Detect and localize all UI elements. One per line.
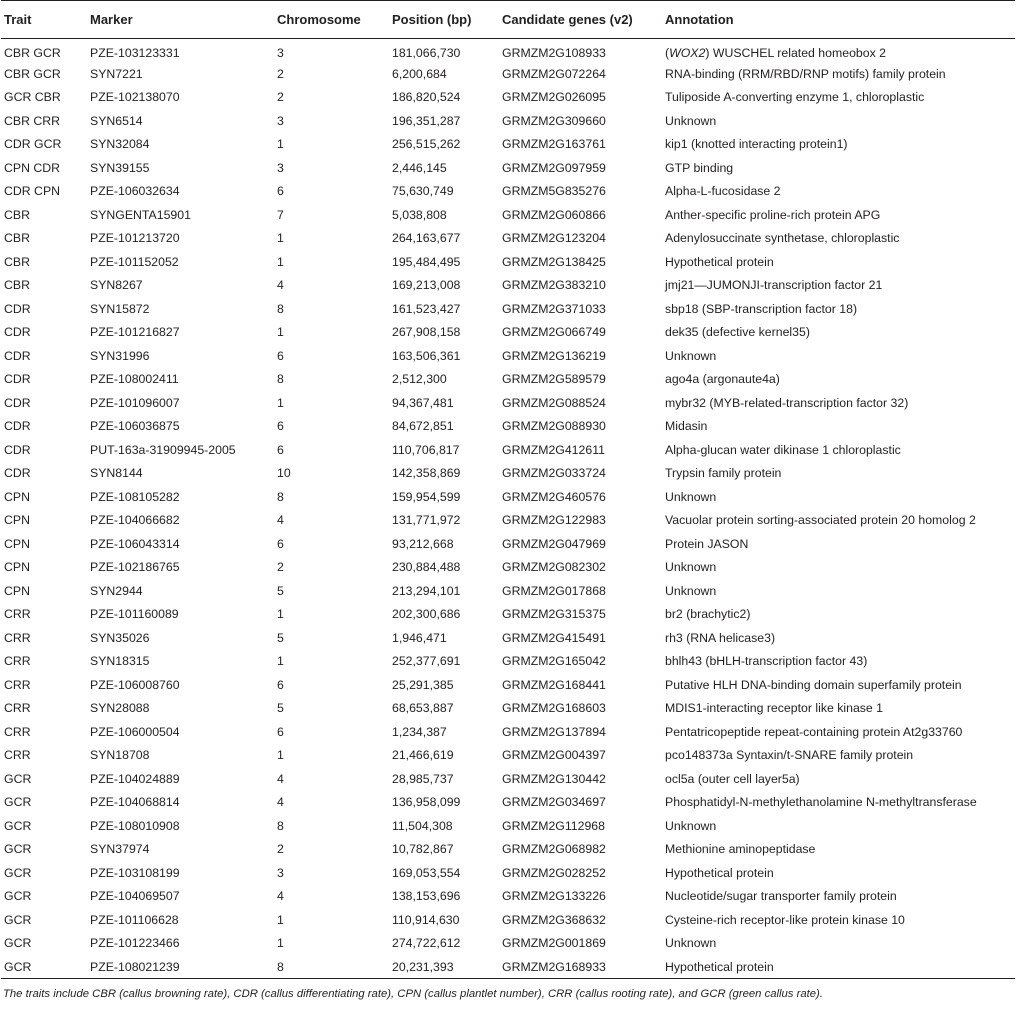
cell-position: 5,038,808 — [392, 207, 447, 222]
table-row — [1, 767, 1015, 791]
table-row — [1, 579, 1015, 603]
cell-trait: CDR — [4, 395, 31, 410]
cell-chromosome: 1 — [277, 254, 284, 269]
cell-chromosome: 2 — [277, 66, 284, 81]
cell-annotation: RNA-binding (RRM/RBD/RNP motifs) family protein — [665, 66, 946, 81]
cell-marker: SYN37974 — [90, 842, 150, 857]
cell-trait: GCR — [4, 889, 32, 904]
cell-annotation: Unknown — [665, 560, 717, 575]
table-row — [1, 227, 1015, 251]
cell-candidate-gene: GRMZM2G004397 — [502, 748, 606, 763]
cell-position: 202,300,686 — [392, 607, 461, 622]
cell-chromosome: 1 — [277, 936, 284, 951]
cell-position: 84,672,851 — [392, 419, 454, 434]
cell-annotation: Hypothetical protein — [665, 959, 774, 974]
table-row — [1, 415, 1015, 439]
cell-candidate-gene: GRMZM2G088524 — [502, 395, 606, 410]
cell-trait: CRR — [4, 654, 31, 669]
cell-trait: CBR — [4, 278, 30, 293]
cell-chromosome: 5 — [277, 630, 284, 645]
cell-annotation: Unknown — [665, 348, 717, 363]
cell-annotation: Unknown — [665, 936, 717, 951]
cell-chromosome: 3 — [277, 45, 284, 60]
cell-marker: PZE-103123331 — [90, 45, 180, 60]
cell-annotation: Alpha-glucan water dikinase 1 chloroplastic — [665, 442, 901, 457]
cell-trait: CRR — [4, 748, 31, 763]
cell-trait: CDR CPN — [4, 184, 61, 199]
cell-position: 267,908,158 — [392, 325, 461, 340]
cell-chromosome: 6 — [277, 419, 284, 434]
table-row — [1, 485, 1015, 509]
cell-chromosome: 8 — [277, 818, 284, 833]
cell-candidate-gene: GRMZM2G138425 — [502, 254, 606, 269]
cell-candidate-gene: GRMZM2G066749 — [502, 325, 606, 340]
cell-marker: PZE-104024889 — [90, 771, 180, 786]
cell-trait: GCR — [4, 959, 32, 974]
cell-trait: CBR — [4, 207, 30, 222]
cell-position: 230,884,488 — [392, 560, 461, 575]
cell-candidate-gene: GRMZM2G088930 — [502, 419, 606, 434]
cell-candidate-gene: GRMZM2G026095 — [502, 90, 606, 105]
table-row — [1, 838, 1015, 862]
cell-marker: PZE-106043314 — [90, 536, 180, 551]
cell-position: 1,234,387 — [392, 724, 447, 739]
cell-position: 110,706,817 — [392, 442, 460, 457]
table-row — [1, 744, 1015, 768]
cell-candidate-gene: GRMZM2G033724 — [502, 466, 606, 481]
cell-marker: PZE-103108199 — [90, 865, 180, 880]
column-header-chromosome: Chromosome — [277, 12, 361, 27]
cell-position: 252,377,691 — [392, 654, 461, 669]
cell-trait: GCR — [4, 795, 32, 810]
table-row — [1, 462, 1015, 486]
cell-annotation: Unknown — [665, 818, 717, 833]
cell-marker: SYN7221 — [90, 66, 143, 81]
cell-candidate-gene: GRMZM2G047969 — [502, 536, 606, 551]
cell-chromosome: 2 — [277, 842, 284, 857]
gene-symbol-italic: WOX2 — [669, 45, 706, 60]
cell-annotation: Cysteine-rich receptor-like protein kinase 10 — [665, 912, 905, 927]
candidate-genes-table — [1, 0, 1015, 979]
cell-position: 68,653,887 — [392, 701, 454, 716]
cell-marker: SYN32084 — [90, 137, 150, 152]
cell-trait: GCR CBR — [4, 90, 61, 105]
cell-position: 169,213,008 — [392, 278, 461, 293]
cell-marker: PZE-101213720 — [90, 231, 180, 246]
cell-marker: SYN28088 — [90, 701, 150, 716]
cell-marker: PZE-101223466 — [90, 936, 180, 951]
table-row — [1, 86, 1015, 110]
cell-candidate-gene: GRMZM2G368632 — [502, 912, 606, 927]
cell-marker: PZE-106000504 — [90, 724, 180, 739]
cell-marker: PZE-108002411 — [90, 372, 179, 387]
cell-candidate-gene: GRMZM2G082302 — [502, 560, 606, 575]
table-row — [1, 509, 1015, 533]
cell-trait: CPN — [4, 513, 30, 528]
cell-marker: PZE-101106628 — [90, 912, 179, 927]
cell-marker: PZE-102186765 — [90, 560, 180, 575]
cell-position: 163,506,361 — [392, 348, 461, 363]
cell-candidate-gene: GRMZM2G415491 — [502, 630, 606, 645]
cell-trait: CDR — [4, 372, 31, 387]
cell-chromosome: 5 — [277, 583, 284, 598]
cell-chromosome: 7 — [277, 207, 284, 222]
cell-annotation: GTP binding — [665, 160, 734, 175]
cell-trait: CBR CRR — [4, 113, 61, 128]
cell-chromosome: 1 — [277, 231, 284, 246]
cell-trait: CBR — [4, 254, 30, 269]
cell-annotation: kip1 (knotted interacting protein1) — [665, 137, 848, 152]
cell-trait: CRR — [4, 630, 31, 645]
cell-marker: PZE-104068814 — [90, 795, 180, 810]
table-row — [1, 156, 1015, 180]
cell-marker: PZE-101096007 — [90, 395, 180, 410]
cell-position: 6,200,684 — [392, 66, 447, 81]
table-row — [1, 297, 1015, 321]
table-row — [1, 908, 1015, 932]
table-row — [1, 673, 1015, 697]
cell-marker: PZE-108010908 — [90, 818, 180, 833]
cell-position: 186,820,524 — [392, 90, 461, 105]
cell-chromosome: 4 — [277, 771, 284, 786]
cell-annotation: Phosphatidyl-N-methylethanolamine N-methyltransferase — [665, 795, 977, 810]
cell-marker: PZE-106036875 — [90, 419, 180, 434]
cell-chromosome: 3 — [277, 160, 284, 175]
cell-chromosome: 1 — [277, 137, 284, 152]
cell-trait: GCR — [4, 865, 32, 880]
cell-trait: CBR GCR — [4, 45, 61, 60]
cell-position: 131,771,972 — [392, 513, 461, 528]
cell-position: 181,066,730 — [392, 45, 461, 60]
cell-marker: PUT-163a-31909945-2005 — [90, 442, 236, 457]
cell-annotation: Alpha-L-fucosidase 2 — [665, 184, 781, 199]
cell-candidate-gene: GRMZM2G371033 — [502, 301, 606, 316]
cell-annotation: Hypothetical protein — [665, 254, 774, 269]
table-row — [1, 556, 1015, 580]
table-row — [1, 250, 1015, 274]
cell-candidate-gene: GRMZM2G097959 — [502, 160, 606, 175]
cell-position: 142,358,869 — [392, 466, 461, 481]
cell-annotation: br2 (brachytic2) — [665, 607, 751, 622]
cell-position: 2,446,145 — [392, 160, 447, 175]
table-row — [1, 203, 1015, 227]
cell-candidate-gene: GRMZM2G130442 — [502, 771, 606, 786]
cell-trait: CBR GCR — [4, 66, 61, 81]
table-row — [1, 932, 1015, 956]
column-header-marker: Marker — [90, 12, 133, 27]
cell-candidate-gene: GRMZM2G122983 — [502, 513, 606, 528]
cell-trait: CDR — [4, 442, 31, 457]
cell-marker: PZE-101152052 — [90, 254, 179, 269]
cell-candidate-gene: GRMZM2G163761 — [502, 137, 606, 152]
cell-trait: GCR — [4, 936, 32, 951]
cell-trait: GCR — [4, 771, 32, 786]
cell-chromosome: 6 — [277, 536, 284, 551]
cell-position: 20,231,393 — [392, 959, 454, 974]
cell-candidate-gene: GRMZM2G060866 — [502, 207, 606, 222]
table-row — [1, 885, 1015, 909]
column-header-candidate-gene: Candidate genes (v2) — [502, 12, 633, 27]
cell-chromosome: 4 — [277, 513, 284, 528]
cell-candidate-gene: GRMZM2G589579 — [502, 372, 606, 387]
cell-chromosome: 2 — [277, 90, 284, 105]
cell-chromosome: 3 — [277, 113, 284, 128]
cell-marker: SYN8144 — [90, 466, 143, 481]
table-row — [1, 697, 1015, 721]
cell-trait: CPN — [4, 536, 30, 551]
cell-trait: CDR — [4, 325, 31, 340]
cell-candidate-gene: GRMZM2G133226 — [502, 889, 606, 904]
cell-chromosome: 2 — [277, 560, 284, 575]
cell-annotation: Protein JASON — [665, 536, 749, 551]
cell-candidate-gene: GRMZM2G168603 — [502, 701, 606, 716]
cell-chromosome: 10 — [277, 466, 291, 481]
cell-annotation: rh3 (RNA helicase3) — [665, 630, 776, 645]
cell-marker: SYN31996 — [90, 348, 150, 363]
cell-candidate-gene: GRMZM2G017868 — [502, 583, 606, 598]
cell-annotation: (WOX2) WUSCHEL related homeobox 2 — [665, 45, 886, 60]
cell-trait: CPN — [4, 560, 30, 575]
cell-annotation: Putative HLH DNA-binding domain superfamily protein — [665, 677, 962, 692]
cell-candidate-gene: GRMZM2G309660 — [502, 113, 606, 128]
cell-chromosome: 4 — [277, 278, 284, 293]
cell-marker: PZE-108021239 — [90, 959, 180, 974]
cell-marker: SYN2944 — [90, 583, 143, 598]
table-row — [1, 626, 1015, 650]
cell-trait: CRR — [4, 677, 31, 692]
cell-marker: SYN35026 — [90, 630, 150, 645]
cell-candidate-gene: GRMZM2G108933 — [502, 45, 606, 60]
cell-chromosome: 8 — [277, 959, 284, 974]
cell-position: 10,782,867 — [392, 842, 454, 857]
cell-chromosome: 6 — [277, 442, 284, 457]
cell-chromosome: 1 — [277, 654, 284, 669]
cell-chromosome: 5 — [277, 701, 284, 716]
cell-marker: SYN8267 — [90, 278, 143, 293]
cell-annotation: Nucleotide/sugar transporter family protein — [665, 889, 897, 904]
cell-candidate-gene: GRMZM2G112968 — [502, 818, 605, 833]
cell-trait: GCR — [4, 842, 32, 857]
cell-marker: SYN18315 — [90, 654, 150, 669]
cell-candidate-gene: GRMZM2G123204 — [502, 231, 606, 246]
cell-annotation: bhlh43 (bHLH-transcription factor 43) — [665, 654, 868, 669]
table-row — [1, 603, 1015, 627]
cell-marker: SYNGENTA15901 — [90, 207, 191, 222]
cell-trait: CPN CDR — [4, 160, 61, 175]
cell-marker: PZE-102138070 — [90, 90, 180, 105]
cell-position: 94,367,481 — [392, 395, 454, 410]
cell-position: 169,053,554 — [392, 865, 461, 880]
cell-position: 274,722,612 — [392, 936, 461, 951]
cell-position: 1,946,471 — [392, 630, 447, 645]
cell-position: 196,351,287 — [392, 113, 461, 128]
cell-marker: PZE-104066682 — [90, 513, 180, 528]
cell-trait: GCR — [4, 818, 32, 833]
table-header — [1, 1, 1015, 39]
cell-annotation: jmj21—JUMONJI-transcription factor 21 — [665, 278, 883, 293]
cell-annotation: Anther-specific proline-rich protein APG — [665, 207, 881, 222]
cell-annotation: MDIS1-interacting receptor like kinase 1 — [665, 701, 884, 716]
cell-position: 161,523,427 — [392, 301, 461, 316]
cell-chromosome: 1 — [277, 325, 284, 340]
cell-annotation: Midasin — [665, 419, 708, 434]
cell-marker: PZE-106032634 — [90, 184, 180, 199]
cell-position: 256,515,262 — [392, 137, 461, 152]
cell-chromosome: 4 — [277, 889, 284, 904]
cell-trait: CPN — [4, 583, 30, 598]
table-row — [1, 344, 1015, 368]
cell-annotation: ocl5a (outer cell layer5a) — [665, 771, 800, 786]
table-row — [1, 368, 1015, 392]
cell-position: 159,954,599 — [392, 489, 461, 504]
cell-annotation: Methionine aminopeptidase — [665, 842, 816, 857]
cell-annotation: Hypothetical protein — [665, 865, 774, 880]
cell-annotation: ago4a (argonaute4a) — [665, 372, 780, 387]
cell-chromosome: 3 — [277, 865, 284, 880]
table-row — [1, 62, 1015, 86]
table-row — [1, 133, 1015, 157]
cell-annotation: Unknown — [665, 113, 717, 128]
cell-position: 25,291,385 — [392, 677, 454, 692]
cell-candidate-gene: GRMZM2G001869 — [502, 936, 606, 951]
cell-marker: PZE-108105282 — [90, 489, 180, 504]
cell-candidate-gene: GRMZM2G168933 — [502, 959, 606, 974]
cell-marker: SYN6514 — [90, 113, 143, 128]
cell-chromosome: 1 — [277, 395, 284, 410]
table-row — [1, 109, 1015, 133]
table-row — [1, 955, 1015, 979]
cell-annotation: Trypsin family protein — [665, 466, 782, 481]
cell-chromosome: 4 — [277, 795, 284, 810]
cell-chromosome: 8 — [277, 489, 284, 504]
cell-position: 138,153,696 — [392, 889, 461, 904]
cell-trait: CRR — [4, 701, 31, 716]
table-row — [1, 814, 1015, 838]
table-row — [1, 39, 1015, 63]
cell-annotation: Tuliposide A-converting enzyme 1, chloroplastic — [665, 90, 925, 105]
cell-candidate-gene: GRMZM2G028252 — [502, 865, 606, 880]
cell-chromosome: 6 — [277, 724, 284, 739]
cell-candidate-gene: GRMZM2G137894 — [502, 724, 606, 739]
cell-position: 28,985,737 — [392, 771, 454, 786]
cell-candidate-gene: GRMZM2G072264 — [502, 66, 606, 81]
table-row — [1, 650, 1015, 674]
cell-annotation: Unknown — [665, 583, 717, 598]
cell-chromosome: 8 — [277, 372, 284, 387]
cell-trait: CDR — [4, 348, 31, 363]
cell-position: 21,466,619 — [392, 748, 454, 763]
cell-candidate-gene: GRMZM2G383210 — [502, 278, 606, 293]
cell-trait: CPN — [4, 489, 30, 504]
table-row — [1, 438, 1015, 462]
cell-candidate-gene: GRMZM2G034697 — [502, 795, 606, 810]
table-row — [1, 321, 1015, 345]
cell-chromosome: 8 — [277, 301, 284, 316]
cell-marker: PZE-104069507 — [90, 889, 180, 904]
cell-candidate-gene: GRMZM2G460576 — [502, 489, 606, 504]
cell-position: 195,484,495 — [392, 254, 461, 269]
cell-position: 2,512,300 — [392, 372, 447, 387]
cell-annotation: Unknown — [665, 489, 717, 504]
cell-position: 110,914,630 — [392, 912, 460, 927]
cell-candidate-gene: GRMZM2G136219 — [502, 348, 606, 363]
table-footnote: The traits include CBR (callus browning rate), CDR (callus differentiating rate), CPN (callus plantlet number), CRR (callus rooting rate), and GCR (green callus rate). — [3, 988, 823, 1000]
cell-trait: CDR GCR — [4, 137, 62, 152]
cell-trait: GCR — [4, 912, 32, 927]
header-row — [1, 1, 1015, 39]
cell-position: 264,163,677 — [392, 231, 461, 246]
column-header-position: Position (bp) — [392, 12, 472, 27]
cell-chromosome: 6 — [277, 348, 284, 363]
cell-position: 93,212,668 — [392, 536, 454, 551]
cell-candidate-gene: GRMZM2G168441 — [502, 677, 606, 692]
cell-candidate-gene: GRMZM2G068982 — [502, 842, 606, 857]
cell-chromosome: 1 — [277, 607, 284, 622]
table-body — [1, 39, 1015, 979]
table-row — [1, 391, 1015, 415]
cell-marker: SYN15872 — [90, 301, 150, 316]
cell-candidate-gene: GRMZM2G412611 — [502, 442, 605, 457]
cell-trait: CDR — [4, 466, 31, 481]
table-row — [1, 861, 1015, 885]
cell-marker: PZE-101160089 — [90, 607, 179, 622]
column-header-trait: Trait — [4, 12, 32, 27]
cell-trait: CDR — [4, 301, 31, 316]
cell-annotation: sbp18 (SBP-transcription factor 18) — [665, 301, 858, 316]
table-row — [1, 532, 1015, 556]
table-row — [1, 720, 1015, 744]
cell-chromosome: 6 — [277, 677, 284, 692]
cell-trait: CRR — [4, 724, 31, 739]
cell-candidate-gene: GRMZM5G835276 — [502, 184, 606, 199]
cell-position: 213,294,101 — [392, 583, 461, 598]
table-row — [1, 274, 1015, 298]
cell-annotation: Vacuolar protein sorting-associated protein 20 homolog 2 — [665, 513, 976, 528]
cell-marker: PZE-101216827 — [90, 325, 180, 340]
cell-trait: CRR — [4, 607, 31, 622]
table-row — [1, 791, 1015, 815]
cell-chromosome: 1 — [277, 912, 284, 927]
cell-marker: SYN18708 — [90, 748, 150, 763]
cell-chromosome: 6 — [277, 184, 284, 199]
cell-annotation: pco148373a Syntaxin/t-SNARE family protein — [665, 748, 914, 763]
cell-candidate-gene: GRMZM2G165042 — [502, 654, 606, 669]
cell-candidate-gene: GRMZM2G315375 — [502, 607, 606, 622]
cell-position: 11,504,308 — [392, 818, 453, 833]
cell-chromosome: 1 — [277, 748, 284, 763]
column-header-annotation: Annotation — [665, 12, 734, 27]
table-row — [1, 180, 1015, 204]
cell-annotation: Pentatricopeptide repeat-containing protein At2g33760 — [665, 724, 963, 739]
cell-annotation: Adenylosuccinate synthetase, chloroplastic — [665, 231, 900, 246]
cell-position: 75,630,749 — [392, 184, 454, 199]
cell-position: 136,958,099 — [392, 795, 461, 810]
cell-marker: PZE-106008760 — [90, 677, 180, 692]
cell-annotation: mybr32 (MYB-related-transcription factor 32) — [665, 395, 909, 410]
cell-marker: SYN39155 — [90, 160, 150, 175]
cell-trait: CBR — [4, 231, 30, 246]
cell-trait: CDR — [4, 419, 31, 434]
cell-annotation: dek35 (defective kernel35) — [665, 325, 810, 340]
